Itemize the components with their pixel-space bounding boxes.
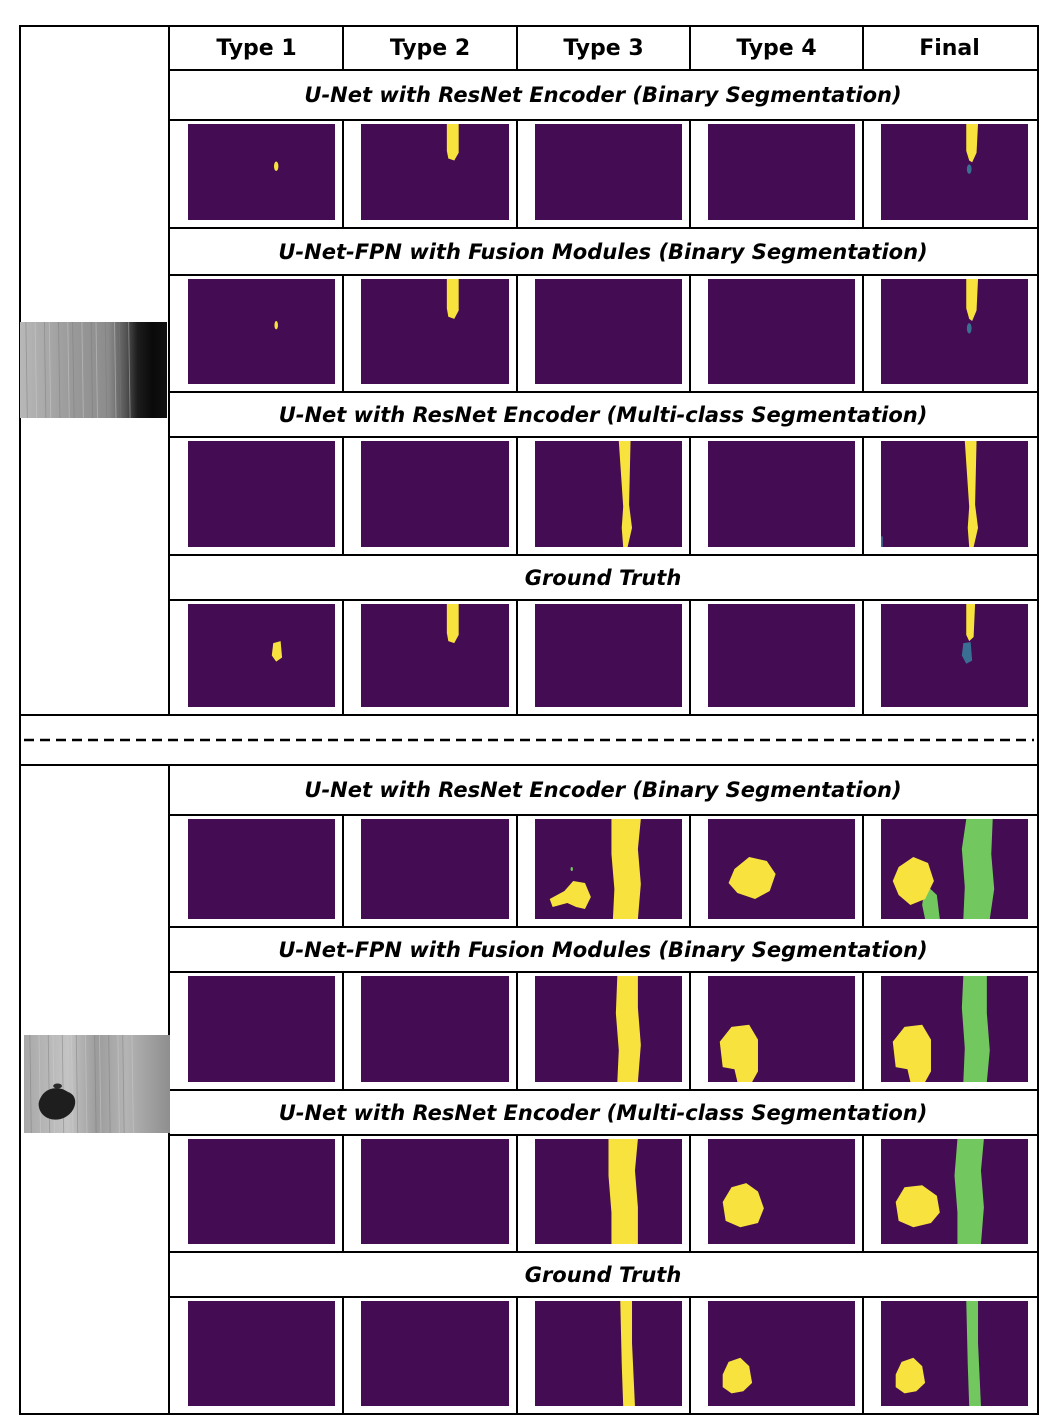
cell-divider-s2-b1-1 <box>342 815 344 927</box>
mask-s1-b2-type4 <box>708 279 855 384</box>
mask-s2-b2-type2 <box>361 976 509 1082</box>
mask-s1-b4-type3 <box>535 604 682 707</box>
title-border-s1-b3 <box>170 436 1038 438</box>
mask-s2-b2-final <box>881 976 1028 1082</box>
final-type3-region <box>962 976 990 1082</box>
cell-divider-s2-b2-2 <box>516 972 518 1090</box>
mask-s2-b2-type4 <box>708 976 855 1082</box>
cell-divider-s1-b4-1 <box>342 600 344 715</box>
title-border-s1-b2 <box>170 274 1038 276</box>
mask-s2-b4-type4 <box>708 1301 855 1406</box>
mask-s1-b2-type3 <box>535 279 682 384</box>
mask-s1-b1-type1 <box>188 124 335 220</box>
block-title-s1-b3: U-Net with ResNet Encoder (Multi-class Segmentation) <box>278 402 928 427</box>
mask-background <box>188 279 335 384</box>
mask-background <box>188 976 335 1082</box>
final-type1-region <box>967 323 972 334</box>
mask-s1-b1-type2 <box>361 124 509 220</box>
cell-divider-s1-b4-4 <box>862 600 864 715</box>
mask-background <box>188 1301 335 1406</box>
cell-divider-s1-b2-3 <box>689 275 691 392</box>
mask-s1-b3-type2 <box>361 441 509 547</box>
defect-type1-region <box>274 321 278 329</box>
column-header-4: Type 4 <box>736 36 817 61</box>
mask-background <box>708 124 855 220</box>
mask-s2-b1-type1 <box>188 819 335 919</box>
defect-type2-region <box>447 124 459 160</box>
cell-divider-s1-b1-3 <box>689 120 691 228</box>
cell-divider-s1-b1-4 <box>862 120 864 228</box>
cell-divider-s2-b4-3 <box>689 1297 691 1414</box>
mask-s1-b4-type4 <box>708 604 855 707</box>
cell-divider-s1-b4-2 <box>516 600 518 715</box>
cell-divider-s1-b1-1 <box>342 120 344 228</box>
cell-divider-s1-b4-3 <box>689 600 691 715</box>
mask-s2-b1-type4 <box>708 819 855 919</box>
header-divider-2 <box>516 25 518 70</box>
mask-background <box>881 441 1028 547</box>
mask-s2-b4-type2 <box>361 1301 509 1406</box>
block-title-s2-b1: U-Net with ResNet Encoder (Binary Segmentation) <box>304 778 902 802</box>
defect-type1-region <box>274 161 278 171</box>
cell-divider-s1-b3-1 <box>342 437 344 555</box>
mask-s1-b4-final <box>881 604 1028 707</box>
mask-background <box>535 279 682 384</box>
mask-background <box>708 441 855 547</box>
input-image-sample-2 <box>24 1035 170 1133</box>
outer-border-left <box>19 25 21 1415</box>
final-type1-region <box>967 164 972 174</box>
mask-background <box>361 976 509 1082</box>
mask-background <box>708 604 855 707</box>
outer-border-right <box>1037 25 1039 1415</box>
mask-background <box>708 819 855 919</box>
title-border-s2-b4 <box>170 1296 1038 1298</box>
mask-s1-b1-final <box>881 124 1028 220</box>
block-title-s1-b2: U-Net-FPN with Fusion Modules (Binary Segmentation) <box>278 239 928 264</box>
final-type3-region <box>955 1139 984 1244</box>
separator-top <box>19 714 1039 716</box>
cell-divider-s2-b3-2 <box>516 1135 518 1252</box>
mask-s2-b4-type1 <box>188 1301 335 1406</box>
mask-background <box>881 124 1028 220</box>
mask-background <box>188 124 335 220</box>
mask-s2-b4-type3 <box>535 1301 682 1406</box>
cell-divider-s2-b1-2 <box>516 815 518 927</box>
mask-background <box>361 604 509 707</box>
column-header-1: Type 1 <box>216 36 297 61</box>
cell-divider-s1-b3-4 <box>862 437 864 555</box>
column-header-3: Type 3 <box>563 36 644 61</box>
title-border-s2-b3 <box>170 1134 1038 1136</box>
cell-divider-s2-b2-4 <box>862 972 864 1090</box>
cell-divider-s1-b2-4 <box>862 275 864 392</box>
cell-divider-s1-b3-3 <box>689 437 691 555</box>
cell-divider-s2-b4-4 <box>862 1297 864 1414</box>
mask-background <box>535 1301 682 1406</box>
mask-s1-b3-type1 <box>188 441 335 547</box>
mask-background <box>361 124 509 220</box>
outer-border-bottom <box>19 1413 1039 1415</box>
cell-divider-s2-b1-3 <box>689 815 691 927</box>
left-column-divider-1 <box>168 25 170 715</box>
final-edge-region <box>881 536 883 547</box>
mask-s1-b1-type3 <box>535 124 682 220</box>
title-border-s2-b1 <box>170 814 1038 816</box>
mask-background <box>188 1139 335 1244</box>
column-header-2: Type 2 <box>389 36 471 61</box>
input-image-sample-1 <box>20 322 167 418</box>
cell-divider-s1-b1-2 <box>516 120 518 228</box>
block-title-s1-b4: Ground Truth <box>524 565 682 590</box>
mask-background <box>361 819 509 919</box>
header-divider-3 <box>689 25 691 70</box>
block-title-s1-b1: U-Net with ResNet Encoder (Binary Segmentation) <box>304 83 902 107</box>
mask-s2-b2-type3 <box>535 976 682 1082</box>
defect-type3-region <box>616 976 641 1082</box>
defect-type3-dot <box>571 867 573 871</box>
mask-background <box>361 1301 509 1406</box>
mask-background <box>708 279 855 384</box>
mask-s2-b3-type1 <box>188 1139 335 1244</box>
block-title-s2-b2: U-Net-FPN with Fusion Modules (Binary Segmentation) <box>278 937 928 962</box>
cell-divider-s2-b3-3 <box>689 1135 691 1252</box>
cell-divider-s1-b3-2 <box>516 437 518 555</box>
mask-s1-b2-final <box>881 279 1028 384</box>
defect-type3-region <box>611 819 640 919</box>
title-border-s1-b1 <box>170 119 1038 121</box>
mask-background <box>361 441 509 547</box>
mask-s2-b3-type2 <box>361 1139 509 1244</box>
mask-background <box>535 604 682 707</box>
title-border-s1-b4 <box>170 599 1038 601</box>
mask-background <box>188 819 335 919</box>
mask-background <box>361 279 509 384</box>
cell-divider-s2-b2-1 <box>342 972 344 1090</box>
mask-s1-b4-type2 <box>361 604 509 707</box>
mask-background <box>535 124 682 220</box>
mask-s1-b2-type1 <box>188 279 335 384</box>
mask-s1-b2-type2 <box>361 279 509 384</box>
cell-divider-s2-b2-3 <box>689 972 691 1090</box>
defect-type2-region <box>447 279 459 319</box>
mask-s2-b3-type3 <box>535 1139 682 1244</box>
mask-background <box>188 441 335 547</box>
column-header-5: Final <box>919 36 980 61</box>
mask-s2-b2-type1 <box>188 976 335 1082</box>
mask-background <box>535 976 682 1082</box>
cell-divider-s2-b3-1 <box>342 1135 344 1252</box>
mask-background <box>881 604 1028 707</box>
title-border-s2-b2 <box>170 971 1038 973</box>
final-type3-region <box>962 819 994 919</box>
mask-s1-b3-final <box>881 441 1028 547</box>
mask-s1-b3-type3 <box>535 441 682 547</box>
mask-s2-b3-type4 <box>708 1139 855 1244</box>
mask-s2-b1-type3 <box>535 819 682 919</box>
mask-s2-b3-final <box>881 1139 1028 1244</box>
mask-s1-b1-type4 <box>708 124 855 220</box>
mask-background <box>188 604 335 707</box>
defect-type3-region <box>609 1139 638 1244</box>
header-divider-4 <box>862 25 864 70</box>
cell-divider-s2-b1-4 <box>862 815 864 927</box>
mask-s2-b1-type2 <box>361 819 509 919</box>
mask-s2-b4-final <box>881 1301 1028 1406</box>
cell-divider-s1-b2-1 <box>342 275 344 392</box>
block-title-s2-b4: Ground Truth <box>524 1262 682 1287</box>
cell-divider-s2-b3-4 <box>862 1135 864 1252</box>
mask-background <box>535 441 682 547</box>
cell-divider-s2-b4-2 <box>516 1297 518 1414</box>
mask-s1-b4-type1 <box>188 604 335 707</box>
mask-s1-b3-type4 <box>708 441 855 547</box>
header-divider-1 <box>342 25 344 70</box>
mask-background <box>881 279 1028 384</box>
cell-divider-s1-b2-2 <box>516 275 518 392</box>
defect-type2-region <box>447 604 459 643</box>
block-title-s2-b3: U-Net with ResNet Encoder (Multi-class Segmentation) <box>278 1100 928 1125</box>
mask-background <box>361 1139 509 1244</box>
cell-divider-s2-b4-1 <box>342 1297 344 1414</box>
dashed-separator <box>24 738 1034 742</box>
mask-s2-b1-final <box>881 819 1028 919</box>
